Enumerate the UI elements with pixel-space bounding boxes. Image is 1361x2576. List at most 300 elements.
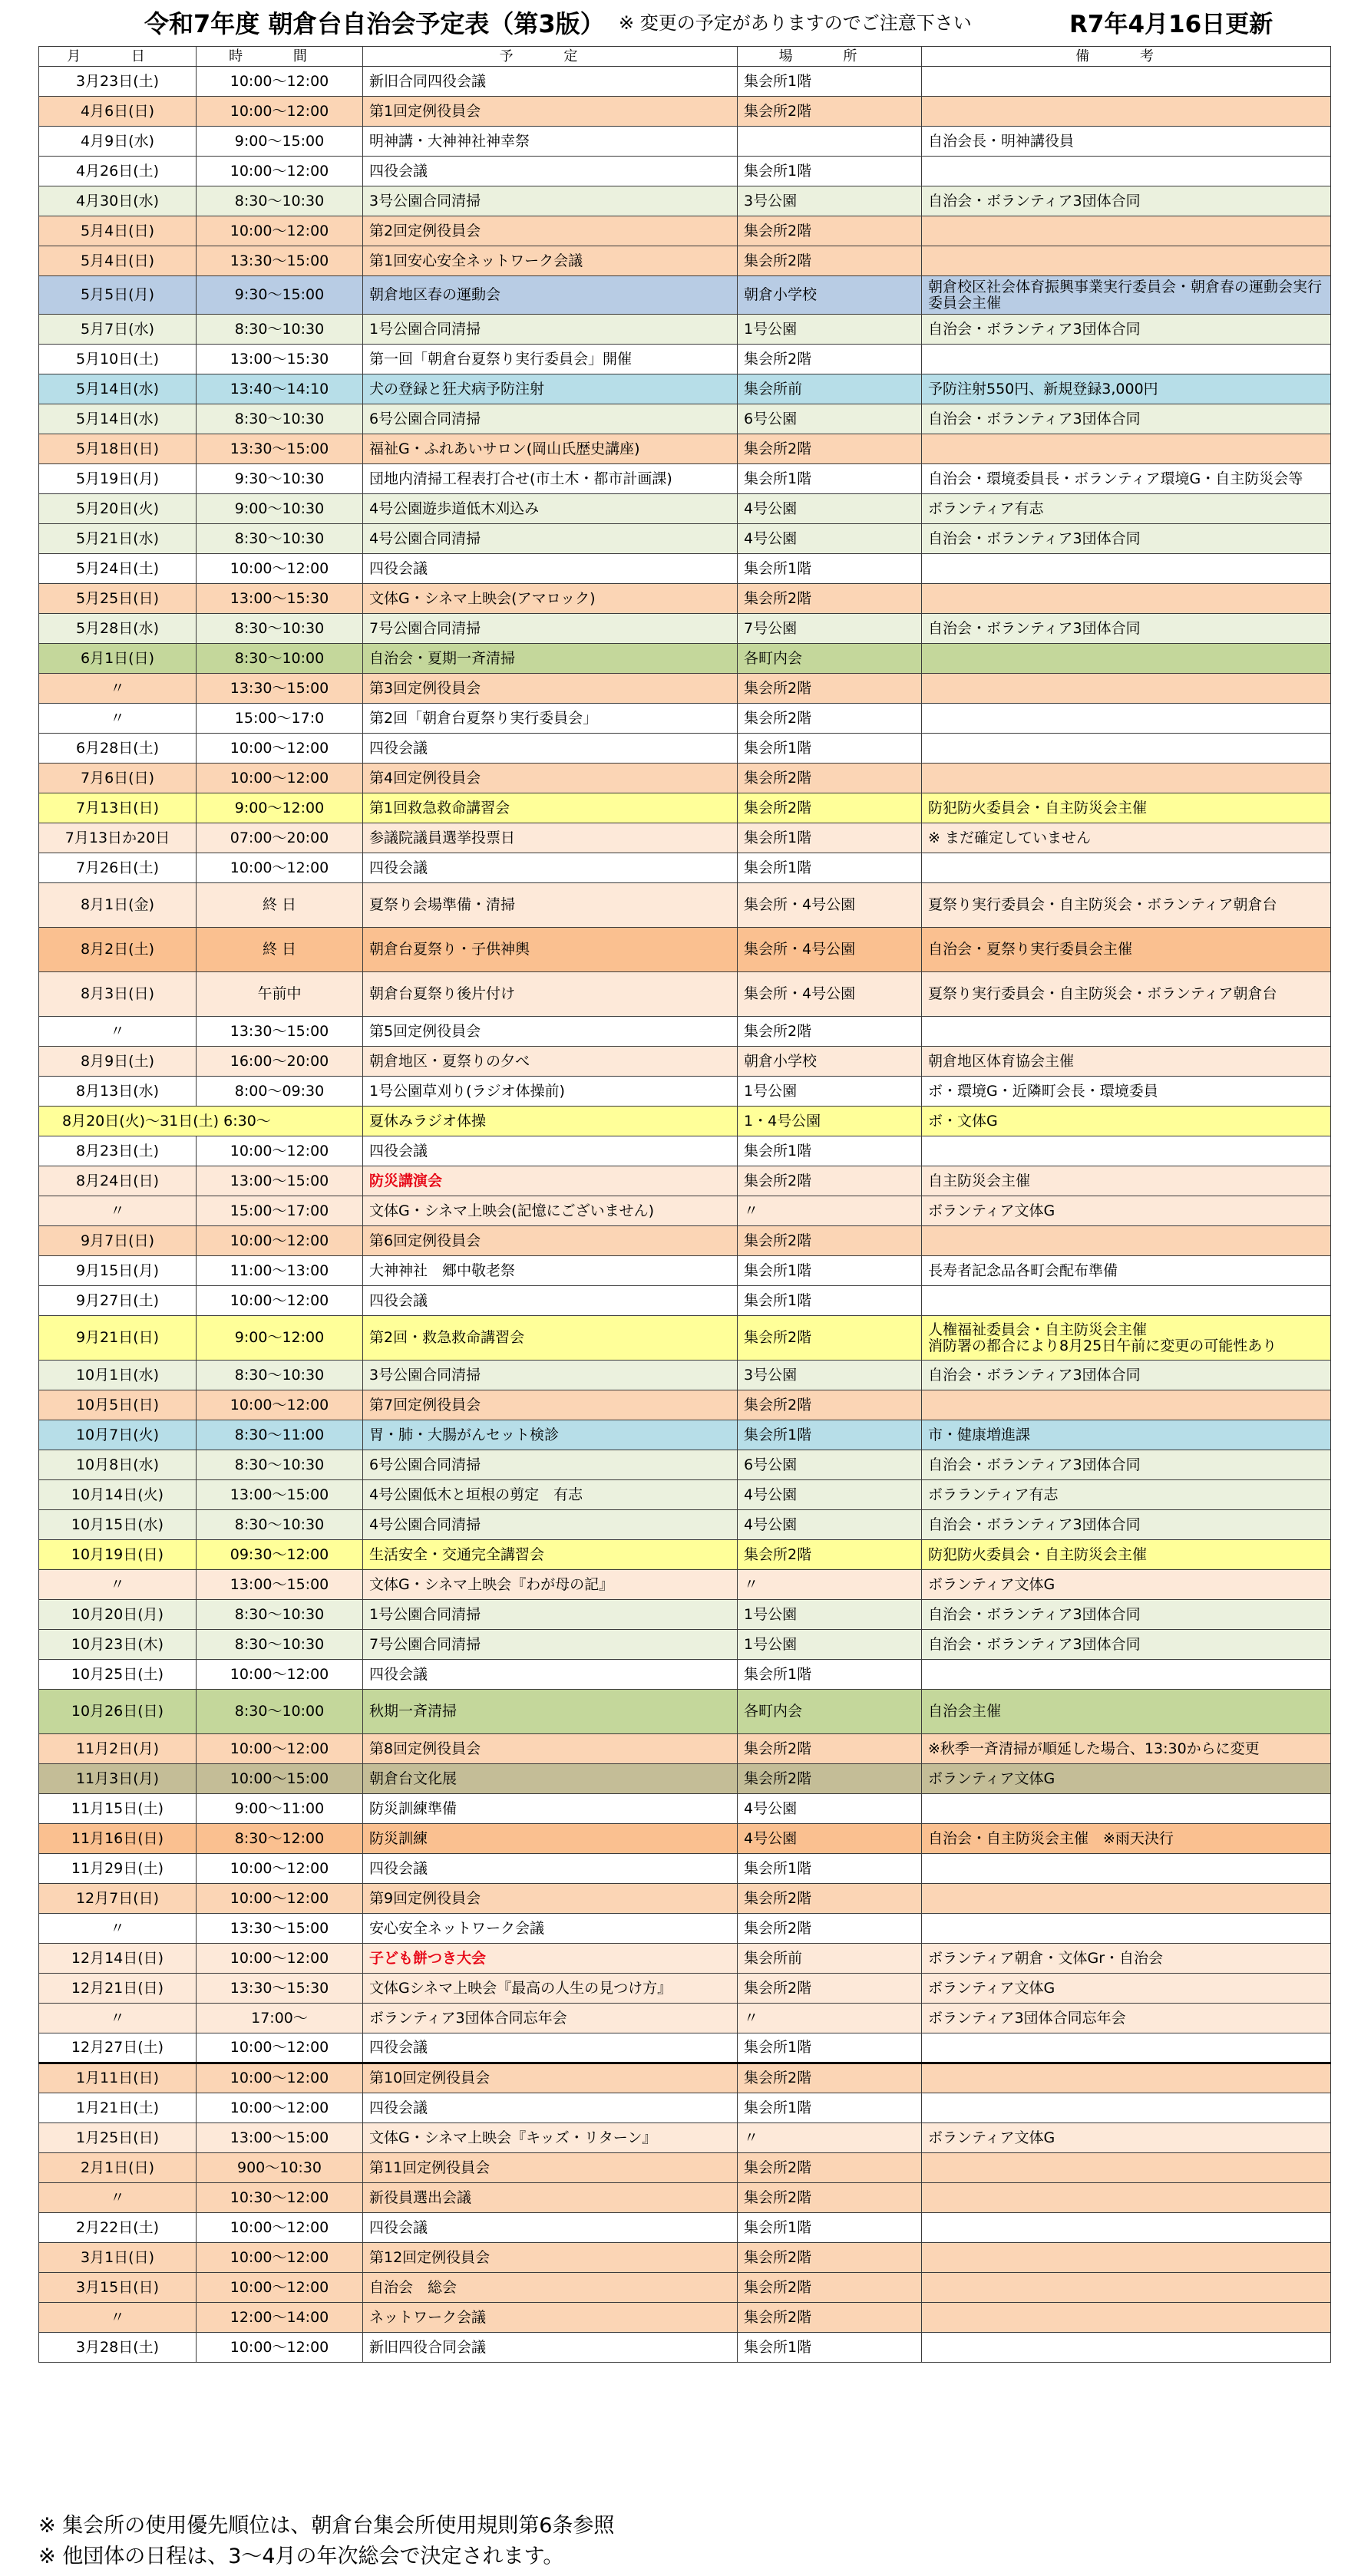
row-date: 4月6日(日) xyxy=(39,97,197,127)
row-time: 10:00～12:00 xyxy=(197,2213,363,2243)
row-place: 集会所1階 xyxy=(738,2213,922,2243)
row-time: 10:00～12:00 xyxy=(197,1286,363,1316)
table-row xyxy=(39,404,1331,434)
row-note xyxy=(922,704,1331,734)
row-place: 集会所1階 xyxy=(738,853,922,883)
row-note: ボランティア文体G xyxy=(922,1974,1331,2004)
row-place: 4号公園 xyxy=(738,1480,922,1510)
row-place: 集会所2階 xyxy=(738,674,922,704)
row-time: 8:30～10:30 xyxy=(197,614,363,644)
row-place: 1・4号公園 xyxy=(738,1107,922,1136)
row-note xyxy=(922,2033,1331,2063)
row-date: 1月21日(土) xyxy=(39,2093,197,2123)
row-place: 集会所1階 xyxy=(738,1854,922,1884)
row-time: 10:00～12:00 xyxy=(197,764,363,793)
table-row xyxy=(39,1824,1331,1854)
row-place: 集会所2階 xyxy=(738,1390,922,1420)
row-date: 〃 xyxy=(39,704,197,734)
row-place: 集会所前 xyxy=(738,374,922,404)
row-date: 3月23日(土) xyxy=(39,67,197,97)
row-event: 第9回定例役員会 xyxy=(363,1884,738,1914)
row-place: 集会所2階 xyxy=(738,793,922,823)
schedule-rows xyxy=(39,67,1331,2363)
row-time: 9:30～10:30 xyxy=(197,464,363,494)
row-note: ボランティア文体G xyxy=(922,1196,1331,1226)
row-note xyxy=(922,1854,1331,1884)
row-place: 集会所2階 xyxy=(738,2183,922,2213)
row-event: 第8回定例役員会 xyxy=(363,1734,738,1764)
row-event: 四役会議 xyxy=(363,1854,738,1884)
document-header xyxy=(0,0,1361,45)
row-note: ボ・環境G・近隣町会長・環境委員 xyxy=(922,1077,1331,1107)
row-date: 1月11日(日) xyxy=(39,2063,197,2093)
table-row xyxy=(39,2333,1331,2363)
row-event: 第1回救急救命講習会 xyxy=(363,793,738,823)
row-event: 四役会議 xyxy=(363,734,738,764)
row-place: 集会所1階 xyxy=(738,1256,922,1286)
row-date: 5月21日(水) xyxy=(39,524,197,554)
row-time: 13:00～15:30 xyxy=(197,584,363,614)
row-time: 13:00～15:30 xyxy=(197,345,363,374)
row-place: 集会所1階 xyxy=(738,2033,922,2063)
row-event: 朝倉台夏祭り・子供神輿 xyxy=(363,928,738,972)
row-date: 5月20日(火) xyxy=(39,494,197,524)
row-date: 10月8日(水) xyxy=(39,1450,197,1480)
row-note: ボランティア有志 xyxy=(922,494,1331,524)
row-date: 〃 xyxy=(39,1196,197,1226)
row-note: 自治会・ボランティア3団体合同 xyxy=(922,1600,1331,1630)
row-place: 集会所2階 xyxy=(738,216,922,246)
row-time: 13:30～15:00 xyxy=(197,434,363,464)
row-note xyxy=(922,434,1331,464)
row-note xyxy=(922,584,1331,614)
row-event: 四役会議 xyxy=(363,2033,738,2063)
table-row xyxy=(39,734,1331,764)
row-date: 8月24日(日) xyxy=(39,1166,197,1196)
table-row xyxy=(39,584,1331,614)
row-date: 5月4日(日) xyxy=(39,246,197,276)
row-time: 8:30～10:30 xyxy=(197,1600,363,1630)
row-date: 2月1日(日) xyxy=(39,2153,197,2183)
row-date: 12月7日(日) xyxy=(39,1884,197,1914)
row-place: 集会所2階 xyxy=(738,1734,922,1764)
row-place: 集会所2階 xyxy=(738,434,922,464)
row-time: 13:00～15:00 xyxy=(197,1166,363,1196)
table-row xyxy=(39,853,1331,883)
row-time: 8:30～10:00 xyxy=(197,1690,363,1734)
table-row xyxy=(39,1914,1331,1944)
row-event: 3号公園合同清掃 xyxy=(363,186,738,216)
table-row xyxy=(39,1136,1331,1166)
row-event: 第12回定例役員会 xyxy=(363,2243,738,2273)
row-date: 10月15日(水) xyxy=(39,1510,197,1540)
row-date: 10月5日(日) xyxy=(39,1390,197,1420)
table-row xyxy=(39,2183,1331,2213)
table-row xyxy=(39,97,1331,127)
row-time: 10:00～12:00 xyxy=(197,2273,363,2303)
row-time: 終 日 xyxy=(197,928,363,972)
row-date: 5月28日(水) xyxy=(39,614,197,644)
row-note: 防犯防火委員会・自主防災会主催 xyxy=(922,793,1331,823)
row-note xyxy=(922,345,1331,374)
row-event: 犬の登録と狂犬病予防注射 xyxy=(363,374,738,404)
row-place: 集会所2階 xyxy=(738,1884,922,1914)
row-note xyxy=(922,67,1331,97)
table-row xyxy=(39,1944,1331,1974)
row-place: 集会所・4号公園 xyxy=(738,883,922,928)
table-row xyxy=(39,276,1331,315)
row-time: 8:30～10:30 xyxy=(197,404,363,434)
row-place: 各町内会 xyxy=(738,644,922,674)
row-event: 7号公園合同清掃 xyxy=(363,614,738,644)
row-time: 13:30～15:00 xyxy=(197,1017,363,1047)
row-time: 10:00～12:00 xyxy=(197,1226,363,1256)
row-event: 第4回定例役員会 xyxy=(363,764,738,793)
row-event: 文体Gシネマ上映会『最高の人生の見つけ方』 xyxy=(363,1974,738,2004)
row-date: 10月7日(火) xyxy=(39,1420,197,1450)
row-note xyxy=(922,157,1331,186)
row-note xyxy=(922,2183,1331,2213)
row-note xyxy=(922,2093,1331,2123)
row-place: 集会所1階 xyxy=(738,1286,922,1316)
row-time: 8:30～10:30 xyxy=(197,186,363,216)
row-event: 第1回安心安全ネットワーク会議 xyxy=(363,246,738,276)
row-note xyxy=(922,853,1331,883)
table-row xyxy=(39,883,1331,928)
row-time: 8:00～09:30 xyxy=(197,1077,363,1107)
table-row xyxy=(39,1316,1331,1361)
row-date: 8月20日(火)～31日(土) 6:30～ xyxy=(39,1107,363,1136)
row-event: ボランティア3団体合同忘年会 xyxy=(363,2004,738,2033)
row-place: 集会所2階 xyxy=(738,764,922,793)
table-row xyxy=(39,2243,1331,2273)
table-row xyxy=(39,127,1331,157)
row-date: 9月27日(土) xyxy=(39,1286,197,1316)
row-time: 16:00～20:00 xyxy=(197,1047,363,1077)
row-event: 第2回定例役員会 xyxy=(363,216,738,246)
row-note: 市・健康増進課 xyxy=(922,1420,1331,1450)
table-row xyxy=(39,2093,1331,2123)
row-event: 1号公園草刈り(ラジオ体操前) xyxy=(363,1077,738,1107)
row-event: 7号公園合同清掃 xyxy=(363,1630,738,1660)
row-place: 集会所2階 xyxy=(738,1914,922,1944)
row-note: 夏祭り実行委員会・自主防災会・ボランティア朝倉台 xyxy=(922,972,1331,1017)
row-date: 5月7日(水) xyxy=(39,315,197,345)
row-event: 秋期一斉清掃 xyxy=(363,1690,738,1734)
row-note: ボランティア文体G xyxy=(922,2123,1331,2153)
row-time: 10:00～12:00 xyxy=(197,2333,363,2363)
row-event: 4号公園合同清掃 xyxy=(363,524,738,554)
row-place: 4号公園 xyxy=(738,494,922,524)
row-time: 11:00～13:00 xyxy=(197,1256,363,1286)
table-row xyxy=(39,2153,1331,2183)
row-note xyxy=(922,674,1331,704)
table-row xyxy=(39,315,1331,345)
row-time: 13:30～15:00 xyxy=(197,1914,363,1944)
table-row xyxy=(39,1390,1331,1420)
row-time: 10:00～12:00 xyxy=(197,1854,363,1884)
row-note: 自治会・ボランティア3団体合同 xyxy=(922,315,1331,345)
table-row xyxy=(39,2303,1331,2333)
table-row xyxy=(39,2004,1331,2033)
row-event: 子ども餅つき大会 xyxy=(363,1944,738,1974)
row-event: 文体G・シネマ上映会『わが母の記』 xyxy=(363,1570,738,1600)
row-time: 10:00～12:00 xyxy=(197,67,363,97)
row-time: 09:30～12:00 xyxy=(197,1540,363,1570)
table-row xyxy=(39,1974,1331,2004)
row-note xyxy=(922,2153,1331,2183)
row-place: 集会所2階 xyxy=(738,2303,922,2333)
row-note xyxy=(922,1136,1331,1166)
row-date: 8月13日(水) xyxy=(39,1077,197,1107)
table-row xyxy=(39,1361,1331,1390)
row-place: 集会所2階 xyxy=(738,345,922,374)
row-event: 自治会 総会 xyxy=(363,2273,738,2303)
row-event: 第1回定例役員会 xyxy=(363,97,738,127)
row-date: 12月14日(日) xyxy=(39,1944,197,1974)
row-note: 長寿者記念品各町会配布準備 xyxy=(922,1256,1331,1286)
row-time: 10:00～12:00 xyxy=(197,2243,363,2273)
row-place: 集会所・4号公園 xyxy=(738,928,922,972)
row-place: 集会所2階 xyxy=(738,1540,922,1570)
row-place: 集会所2階 xyxy=(738,1974,922,2004)
row-place: 4号公園 xyxy=(738,1510,922,1540)
row-note xyxy=(922,1226,1331,1256)
row-event: 第11回定例役員会 xyxy=(363,2153,738,2183)
table-row xyxy=(39,1256,1331,1286)
row-note xyxy=(922,734,1331,764)
row-time: 8:30～12:00 xyxy=(197,1824,363,1854)
row-place: 7号公園 xyxy=(738,614,922,644)
row-date: 7月6日(日) xyxy=(39,764,197,793)
row-date: 9月15日(月) xyxy=(39,1256,197,1286)
row-date: 7月26日(土) xyxy=(39,853,197,883)
row-event: 参議院議員選挙投票日 xyxy=(363,823,738,853)
row-date: 4月9日(水) xyxy=(39,127,197,157)
row-note: 自治会・自主防災会主催 ※雨天決行 xyxy=(922,1824,1331,1854)
row-note: ※秋季一斉清掃が順延した場合、13:30からに変更 xyxy=(922,1734,1331,1764)
row-note: 自治会主催 xyxy=(922,1690,1331,1734)
row-time: 13:00～15:00 xyxy=(197,1480,363,1510)
row-note: ボ・文体G xyxy=(922,1107,1331,1136)
row-time: 13:30～15:30 xyxy=(197,1974,363,2004)
row-time: 15:00～17:00 xyxy=(197,1196,363,1226)
row-note: 予防注射550円、新規登録3,000円 xyxy=(922,374,1331,404)
row-date: 5月18日(日) xyxy=(39,434,197,464)
table-row xyxy=(39,1600,1331,1630)
row-note: 自治会・ボランティア3団体合同 xyxy=(922,404,1331,434)
table-row xyxy=(39,2213,1331,2243)
row-event: 1号公園合同清掃 xyxy=(363,1600,738,1630)
row-event: 朝倉地区・夏祭りの夕べ xyxy=(363,1047,738,1077)
row-time: 12:00～14:00 xyxy=(197,2303,363,2333)
table-row xyxy=(39,524,1331,554)
row-date: 〃 xyxy=(39,1914,197,1944)
row-time: 13:40～14:10 xyxy=(197,374,363,404)
row-note xyxy=(922,2243,1331,2273)
row-time: 10:00～12:00 xyxy=(197,554,363,584)
table-row xyxy=(39,1884,1331,1914)
row-date: 8月23日(土) xyxy=(39,1136,197,1166)
row-date: 10月20日(月) xyxy=(39,1600,197,1630)
row-note xyxy=(922,1660,1331,1690)
row-place: 集会所前 xyxy=(738,1944,922,1974)
row-note: 自治会・ボランティア3団体合同 xyxy=(922,1450,1331,1480)
row-note: 自治会・ボランティア3団体合同 xyxy=(922,1630,1331,1660)
table-row xyxy=(39,793,1331,823)
row-event: 朝倉台夏祭り後片付け xyxy=(363,972,738,1017)
row-date: 11月15日(土) xyxy=(39,1794,197,1824)
row-event: ネットワーク会議 xyxy=(363,2303,738,2333)
row-note xyxy=(922,97,1331,127)
row-place: 朝倉小学校 xyxy=(738,1047,922,1077)
table-row xyxy=(39,1196,1331,1226)
page-title: 令和7年度 朝倉台自治会予定表（第3版） xyxy=(144,9,605,38)
row-time: 9:00～11:00 xyxy=(197,1794,363,1824)
row-note: 人権福祉委員会・自主防災会主催 消防署の都合により8月25日午前に変更の可能性あり xyxy=(922,1316,1331,1361)
row-date: 10月25日(土) xyxy=(39,1660,197,1690)
row-time: 8:30～10:00 xyxy=(197,644,363,674)
row-time: 13:30～15:00 xyxy=(197,674,363,704)
row-note xyxy=(922,216,1331,246)
table-row xyxy=(39,345,1331,374)
row-time: 9:30～15:00 xyxy=(197,276,363,315)
row-note xyxy=(922,1794,1331,1824)
table-row xyxy=(39,1570,1331,1600)
row-event: 四役会議 xyxy=(363,1286,738,1316)
row-time: 終 日 xyxy=(197,883,363,928)
row-time: 8:30～10:30 xyxy=(197,524,363,554)
row-note xyxy=(922,764,1331,793)
row-time: 10:00～15:00 xyxy=(197,1764,363,1794)
table-row xyxy=(39,464,1331,494)
table-row xyxy=(39,2063,1331,2093)
row-date: 9月7日(日) xyxy=(39,1226,197,1256)
table-row xyxy=(39,1734,1331,1764)
row-time: 9:00～15:00 xyxy=(197,127,363,157)
row-place: 集会所2階 xyxy=(738,1316,922,1361)
row-time: 900～10:30 xyxy=(197,2153,363,2183)
table-row xyxy=(39,2273,1331,2303)
col-header-date: 月 日 xyxy=(39,47,197,67)
row-place: 集会所2階 xyxy=(738,1764,922,1794)
row-place: 〃 xyxy=(738,1570,922,1600)
row-time: 13:00～15:00 xyxy=(197,2123,363,2153)
row-time: 10:00～12:00 xyxy=(197,2093,363,2123)
row-note: ボランティア3団体合同忘年会 xyxy=(922,2004,1331,2033)
row-event: 安心安全ネットワーク会議 xyxy=(363,1914,738,1944)
row-time: 15:00～17:0 xyxy=(197,704,363,734)
row-event: 4号公園合同清掃 xyxy=(363,1510,738,1540)
row-time: 8:30～10:30 xyxy=(197,1630,363,1660)
row-event: 新役員選出会議 xyxy=(363,2183,738,2213)
row-event: 6号公園合同清掃 xyxy=(363,1450,738,1480)
row-time: 8:30～10:30 xyxy=(197,315,363,345)
row-time: 9:00～12:00 xyxy=(197,1316,363,1361)
col-header-time: 時 間 xyxy=(197,47,363,67)
row-time: 10:00～12:00 xyxy=(197,1734,363,1764)
row-note: ※ まだ確定していません xyxy=(922,823,1331,853)
row-date: 8月1日(金) xyxy=(39,883,197,928)
row-event: 新旧合同四役会議 xyxy=(363,67,738,97)
row-place: 4号公園 xyxy=(738,524,922,554)
row-date: 〃 xyxy=(39,2303,197,2333)
row-place: 6号公園 xyxy=(738,1450,922,1480)
row-date: 10月23日(木) xyxy=(39,1630,197,1660)
row-place: 1号公園 xyxy=(738,1600,922,1630)
row-date: 〃 xyxy=(39,1017,197,1047)
row-event: 四役会議 xyxy=(363,157,738,186)
row-event: 防災講演会 xyxy=(363,1166,738,1196)
row-place: 各町内会 xyxy=(738,1690,922,1734)
row-date: 11月16日(日) xyxy=(39,1824,197,1854)
row-place: 1号公園 xyxy=(738,1630,922,1660)
row-place: 3号公園 xyxy=(738,1361,922,1390)
row-note: ボラランティア有志 xyxy=(922,1480,1331,1510)
col-header-event: 予 定 xyxy=(363,47,738,67)
row-place: 朝倉小学校 xyxy=(738,276,922,315)
row-date: 5月14日(水) xyxy=(39,374,197,404)
row-date: 10月1日(水) xyxy=(39,1361,197,1390)
row-event: 四役会議 xyxy=(363,1136,738,1166)
row-time: 10:00～12:00 xyxy=(197,1136,363,1166)
row-time: 10:30～12:00 xyxy=(197,2183,363,2213)
row-date: 3月1日(日) xyxy=(39,2243,197,2273)
row-place: 集会所2階 xyxy=(738,246,922,276)
row-event: 胃・肺・大腸がんセット検診 xyxy=(363,1420,738,1450)
table-row xyxy=(39,157,1331,186)
row-date: 6月1日(日) xyxy=(39,644,197,674)
table-row xyxy=(39,216,1331,246)
row-date: 12月21日(日) xyxy=(39,1974,197,2004)
row-time: 10:00～12:00 xyxy=(197,157,363,186)
row-event: 第5回定例役員会 xyxy=(363,1017,738,1047)
table-row xyxy=(39,1764,1331,1794)
table-row xyxy=(39,1480,1331,1510)
row-place: 4号公園 xyxy=(738,1794,922,1824)
row-time: 10:00～12:00 xyxy=(197,2033,363,2063)
row-time: 10:00～12:00 xyxy=(197,1660,363,1690)
row-note: 朝倉校区社会体育振興事業実行委員会・朝倉春の運動会実行委員会主催 xyxy=(922,276,1331,315)
row-event: 1号公園合同清掃 xyxy=(363,315,738,345)
row-event: 第2回「朝倉台夏祭り実行委員会」 xyxy=(363,704,738,734)
row-place: 集会所2階 xyxy=(738,1166,922,1196)
table-row xyxy=(39,2033,1331,2063)
row-place: 集会所1階 xyxy=(738,1660,922,1690)
table-row xyxy=(39,1107,1331,1136)
table-row xyxy=(39,1540,1331,1570)
row-event: 夏休みラジオ体操 xyxy=(363,1107,738,1136)
row-note xyxy=(922,2213,1331,2243)
row-time: 10:00～12:00 xyxy=(197,216,363,246)
row-place: 1号公園 xyxy=(738,1077,922,1107)
table-header-row xyxy=(39,47,1331,67)
row-date: 5月4日(日) xyxy=(39,216,197,246)
row-event: 生活安全・交通完全講習会 xyxy=(363,1540,738,1570)
row-place: 集会所1階 xyxy=(738,734,922,764)
table-row xyxy=(39,186,1331,216)
row-event: 3号公園合同清掃 xyxy=(363,1361,738,1390)
row-date: 〃 xyxy=(39,674,197,704)
row-place: 集会所2階 xyxy=(738,2063,922,2093)
row-event: 6号公園合同清掃 xyxy=(363,404,738,434)
row-event: 四役会議 xyxy=(363,2213,738,2243)
row-note xyxy=(922,1884,1331,1914)
table-row xyxy=(39,374,1331,404)
footer-notes xyxy=(38,2511,1330,2572)
row-note: 自治会・環境委員長・ボランティア環境G・自主防災会等 xyxy=(922,464,1331,494)
row-note xyxy=(922,2063,1331,2093)
